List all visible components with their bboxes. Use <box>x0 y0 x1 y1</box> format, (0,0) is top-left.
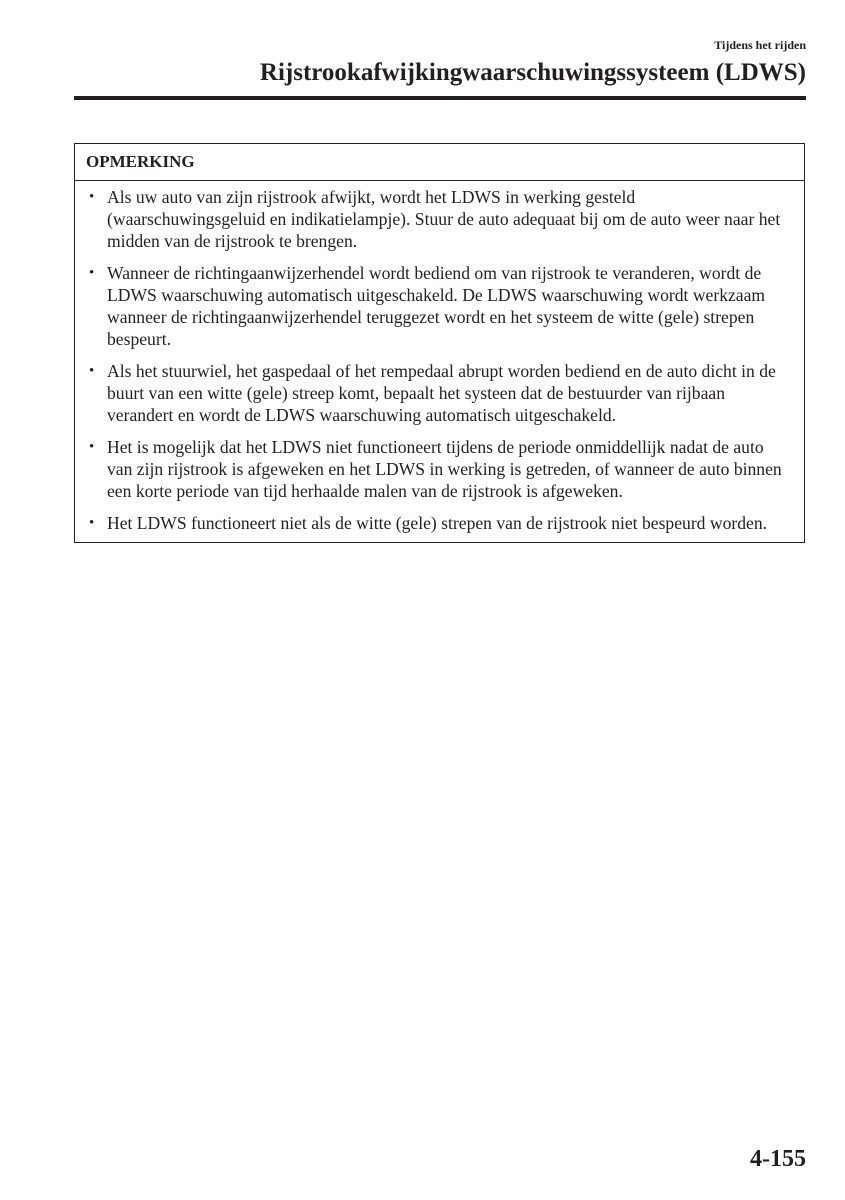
bullet-icon: • <box>89 439 95 455</box>
title-rule <box>74 96 806 100</box>
bullet-icon: • <box>89 363 95 379</box>
page-number: 4-155 <box>750 1146 806 1172</box>
note-item-text: Als het stuurwiel, het gaspedaal of het rempedaal abrupt worden bediend en de auto dicht in de buurt van een witte (gele) streep komt, bepaalt het systeen dat de bestuurder van rijbaan verandert en wordt de LDWS waarschuwing automatisch uitgeschakeld. <box>107 361 776 425</box>
bullet-icon: • <box>89 515 95 531</box>
note-item-text: Het is mogelijk dat het LDWS niet functioneert tijdens de periode onmiddellijk nadat de auto van zijn rijstrook is afgeweken en het LDWS in werking is getreden, of wanneer de auto binnen een korte periode van tijd herhaalde malen van de rijstrook is afgeweken. <box>107 437 782 501</box>
note-item <box>89 512 788 534</box>
note-list <box>75 181 804 542</box>
note-item-text: Het LDWS functioneert niet als de witte (gele) strepen van de rijstrook niet bespeurd worden. <box>107 513 768 533</box>
page-title: Rijstrookafwijkingwaarschuwingssysteem (LDWS) <box>259 59 806 86</box>
note-item <box>89 436 788 502</box>
note-box <box>74 143 805 543</box>
note-item <box>89 262 788 350</box>
note-heading: OPMERKING <box>75 144 804 181</box>
section-label: Tijdens het rijden <box>714 38 806 52</box>
note-item <box>89 186 788 252</box>
note-item-text: Wanneer de richtingaanwijzerhendel wordt bediend om van rijstrook te veranderen, wordt de LDWS waarschuwing automatisch uitgeschakeld. De LDWS waarschuwing wordt werkzaam wanneer de richtingaanwijzerhendel teruggezet wordt en het systeem de witte (gele) strepen bespeurt. <box>107 263 766 349</box>
note-item-text: Als uw auto van zijn rijstrook afwijkt, wordt het LDWS in werking gesteld (waarschuwingsgeluid en indikatielampje). Stuur de auto adequaat bij om de auto weer naar het midden van de rijstrook te brengen. <box>107 187 781 251</box>
bullet-icon: • <box>89 189 95 205</box>
bullet-icon: • <box>89 265 95 281</box>
note-item <box>89 360 788 426</box>
